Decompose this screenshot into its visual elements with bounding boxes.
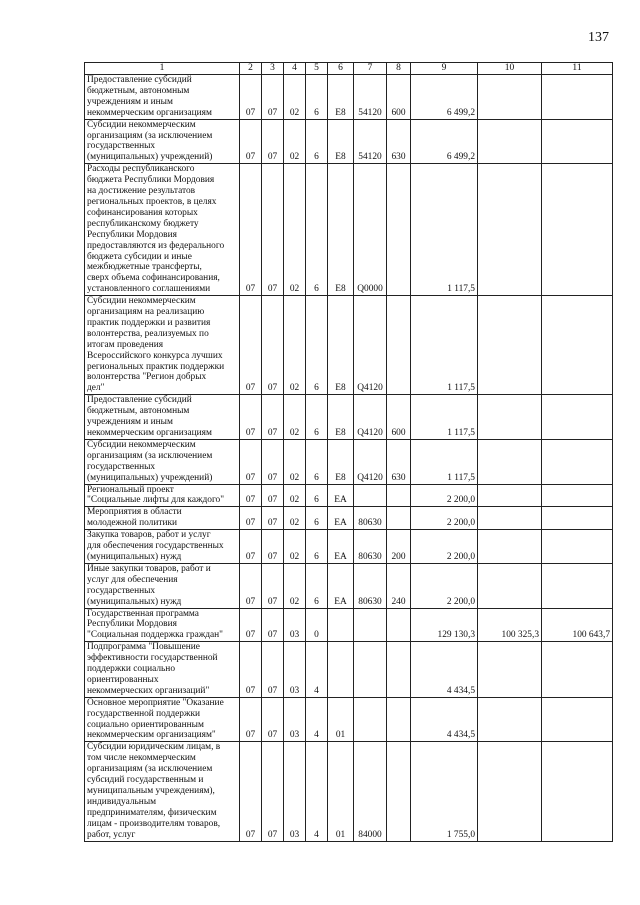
- page-number: 137: [588, 30, 609, 45]
- amount-year3-cell: [542, 296, 613, 395]
- amount-year1-cell: 6 499,2: [411, 119, 478, 164]
- amount-year3-cell: [542, 164, 613, 296]
- table-row: [85, 507, 613, 530]
- subprogram-code-cell: 4: [306, 642, 328, 698]
- direction-code-cell: 54120: [354, 119, 387, 164]
- expense-type-cell: 630: [387, 439, 411, 484]
- amount-year2-cell: [478, 507, 542, 530]
- subsection-code-cell: 07: [262, 484, 284, 507]
- row-name-cell: Субсидии юридическим лицам, в том числе некоммерческим организациям (за исключением субсидий государственным и муниципальным учреждениям), индивидуальным предпринимателям, физическим лицам - производителям товаров, работ, услуг: [85, 742, 240, 841]
- subsection-code-cell: 07: [262, 164, 284, 296]
- program-code-cell: 02: [284, 395, 306, 440]
- subsection-code-cell: 07: [262, 507, 284, 530]
- program-code-cell: 02: [284, 563, 306, 608]
- expense-type-cell: [387, 642, 411, 698]
- amount-year1-cell: 4 434,5: [411, 697, 478, 742]
- table-row: [85, 484, 613, 507]
- table-row: [85, 75, 613, 120]
- amount-year3-cell: [542, 563, 613, 608]
- direction-code-cell: [354, 642, 387, 698]
- subprogram-code-cell: 0: [306, 608, 328, 642]
- table-row: [85, 642, 613, 698]
- amount-year2-cell: [478, 119, 542, 164]
- row-name-cell: Мероприятия в области молодежной политики: [85, 507, 240, 530]
- direction-code-cell: 54120: [354, 75, 387, 120]
- table-row: [85, 395, 613, 440]
- event-code-cell: [328, 608, 354, 642]
- event-code-cell: Е8: [328, 164, 354, 296]
- subprogram-code-cell: 6: [306, 439, 328, 484]
- amount-year2-cell: [478, 697, 542, 742]
- table-row: [85, 530, 613, 564]
- subsection-code-cell: 07: [262, 697, 284, 742]
- subsection-code-cell: 07: [262, 439, 284, 484]
- direction-code-cell: [354, 608, 387, 642]
- event-code-cell: 01: [328, 742, 354, 841]
- table-row: [85, 119, 613, 164]
- table-row: [85, 164, 613, 296]
- amount-year2-cell: 100 325,3: [478, 608, 542, 642]
- column-header: 2: [240, 63, 262, 75]
- column-header: 1: [85, 63, 240, 75]
- row-name-cell: Основное мероприятие "Оказание государственной поддержки социально ориентированным некоммерческим организациям": [85, 697, 240, 742]
- program-code-cell: 02: [284, 439, 306, 484]
- subsection-code-cell: 07: [262, 530, 284, 564]
- amount-year3-cell: [542, 119, 613, 164]
- subprogram-code-cell: 6: [306, 530, 328, 564]
- table-row: [85, 439, 613, 484]
- program-code-cell: 02: [284, 119, 306, 164]
- column-header: 6: [328, 63, 354, 75]
- amount-year2-cell: [478, 642, 542, 698]
- direction-code-cell: 80630: [354, 530, 387, 564]
- amount-year1-cell: 6 499,2: [411, 75, 478, 120]
- column-header: 7: [354, 63, 387, 75]
- subsection-code-cell: 07: [262, 296, 284, 395]
- expense-type-cell: [387, 164, 411, 296]
- amount-year1-cell: 2 200,0: [411, 563, 478, 608]
- row-name-cell: Субсидии некоммерческим организациям (за исключением государственных (муниципальных) учреждений): [85, 439, 240, 484]
- expense-type-cell: [387, 697, 411, 742]
- expense-type-cell: [387, 742, 411, 841]
- amount-year2-cell: [478, 742, 542, 841]
- section-code-cell: 07: [240, 296, 262, 395]
- direction-code-cell: 84000: [354, 742, 387, 841]
- amount-year3-cell: 100 643,7: [542, 608, 613, 642]
- amount-year2-cell: [478, 395, 542, 440]
- amount-year3-cell: [542, 697, 613, 742]
- section-code-cell: 07: [240, 395, 262, 440]
- program-code-cell: 03: [284, 642, 306, 698]
- row-name-cell: Закупка товаров, работ и услуг для обеспечения государственных (муниципальных) нужд: [85, 530, 240, 564]
- subsection-code-cell: 07: [262, 742, 284, 841]
- budget-table: [84, 62, 613, 842]
- program-code-cell: 03: [284, 697, 306, 742]
- expense-type-cell: 630: [387, 119, 411, 164]
- subsection-code-cell: 07: [262, 642, 284, 698]
- direction-code-cell: [354, 484, 387, 507]
- amount-year2-cell: [478, 439, 542, 484]
- row-name-cell: Региональный проект "Социальные лифты для каждого": [85, 484, 240, 507]
- program-code-cell: 02: [284, 75, 306, 120]
- expense-type-cell: [387, 507, 411, 530]
- section-code-cell: 07: [240, 484, 262, 507]
- section-code-cell: 07: [240, 563, 262, 608]
- event-code-cell: Е8: [328, 439, 354, 484]
- direction-code-cell: Q4120: [354, 439, 387, 484]
- program-code-cell: 02: [284, 164, 306, 296]
- amount-year1-cell: 1 117,5: [411, 439, 478, 484]
- direction-code-cell: 80630: [354, 507, 387, 530]
- column-header: 5: [306, 63, 328, 75]
- amount-year1-cell: 2 200,0: [411, 530, 478, 564]
- program-code-cell: 02: [284, 296, 306, 395]
- expense-type-cell: [387, 296, 411, 395]
- table-row: [85, 608, 613, 642]
- row-name-cell: Субсидии некоммерческим организациям на реализацию практик поддержки и развития волонтерства, реализуемых по итогам проведения Всероссийского конкурса лучших региональных практик поддержки волонтерства "Регион добрых дел": [85, 296, 240, 395]
- program-code-cell: 03: [284, 742, 306, 841]
- subprogram-code-cell: 6: [306, 164, 328, 296]
- expense-type-cell: [387, 608, 411, 642]
- event-code-cell: Е8: [328, 296, 354, 395]
- amount-year3-cell: [542, 439, 613, 484]
- section-code-cell: 07: [240, 164, 262, 296]
- column-header: 4: [284, 63, 306, 75]
- row-name-cell: Расходы республиканского бюджета Республики Мордовия на достижение результатов региональных проектов, в целях софинансирования которых республиканскому бюджету Республики Мордовия предоставляются из федерального бюджета субсидии и иные межбюджетные трансферты, сверх объема софинансирования, установленного соглашениями: [85, 164, 240, 296]
- event-code-cell: ЕА: [328, 563, 354, 608]
- subsection-code-cell: 07: [262, 563, 284, 608]
- event-code-cell: ЕА: [328, 507, 354, 530]
- amount-year1-cell: 1 117,5: [411, 395, 478, 440]
- amount-year2-cell: [478, 530, 542, 564]
- event-code-cell: Е8: [328, 395, 354, 440]
- subprogram-code-cell: 6: [306, 484, 328, 507]
- section-code-cell: 07: [240, 608, 262, 642]
- section-code-cell: 07: [240, 642, 262, 698]
- subprogram-code-cell: 6: [306, 395, 328, 440]
- subprogram-code-cell: 4: [306, 697, 328, 742]
- direction-code-cell: Q0000: [354, 164, 387, 296]
- program-code-cell: 02: [284, 530, 306, 564]
- amount-year3-cell: [542, 395, 613, 440]
- column-header: 9: [411, 63, 478, 75]
- section-code-cell: 07: [240, 697, 262, 742]
- event-code-cell: [328, 642, 354, 698]
- event-code-cell: ЕА: [328, 484, 354, 507]
- event-code-cell: Е8: [328, 119, 354, 164]
- event-code-cell: 01: [328, 697, 354, 742]
- subprogram-code-cell: 6: [306, 563, 328, 608]
- subprogram-code-cell: 6: [306, 75, 328, 120]
- section-code-cell: 07: [240, 507, 262, 530]
- row-name-cell: Субсидии некоммерческим организациям (за исключением государственных (муниципальных) учреждений): [85, 119, 240, 164]
- amount-year2-cell: [478, 563, 542, 608]
- expense-type-cell: [387, 484, 411, 507]
- table-row: [85, 742, 613, 841]
- subprogram-code-cell: 6: [306, 296, 328, 395]
- column-header: 10: [478, 63, 542, 75]
- event-code-cell: ЕА: [328, 530, 354, 564]
- direction-code-cell: Q4120: [354, 395, 387, 440]
- expense-type-cell: 200: [387, 530, 411, 564]
- row-name-cell: Иные закупки товаров, работ и услуг для обеспечения государственных (муниципальных) нужд: [85, 563, 240, 608]
- amount-year1-cell: 2 200,0: [411, 484, 478, 507]
- amount-year1-cell: 1 755,0: [411, 742, 478, 841]
- amount-year1-cell: 1 117,5: [411, 164, 478, 296]
- amount-year2-cell: [478, 484, 542, 507]
- section-code-cell: 07: [240, 439, 262, 484]
- amount-year3-cell: [542, 484, 613, 507]
- table-row: [85, 563, 613, 608]
- subsection-code-cell: 07: [262, 395, 284, 440]
- amount-year3-cell: [542, 742, 613, 841]
- section-code-cell: 07: [240, 742, 262, 841]
- table-row: [85, 697, 613, 742]
- amount-year2-cell: [478, 296, 542, 395]
- subprogram-code-cell: 6: [306, 507, 328, 530]
- section-code-cell: 07: [240, 75, 262, 120]
- column-header: 3: [262, 63, 284, 75]
- program-code-cell: 02: [284, 507, 306, 530]
- event-code-cell: Е8: [328, 75, 354, 120]
- column-header: 8: [387, 63, 411, 75]
- direction-code-cell: Q4120: [354, 296, 387, 395]
- row-name-cell: Предоставление субсидий бюджетным, автономным учреждениям и иным некоммерческим организациям: [85, 395, 240, 440]
- amount-year1-cell: 1 117,5: [411, 296, 478, 395]
- expense-type-cell: 240: [387, 563, 411, 608]
- subsection-code-cell: 07: [262, 608, 284, 642]
- section-code-cell: 07: [240, 530, 262, 564]
- subprogram-code-cell: 6: [306, 119, 328, 164]
- subsection-code-cell: 07: [262, 119, 284, 164]
- amount-year1-cell: 4 434,5: [411, 642, 478, 698]
- amount-year3-cell: [542, 642, 613, 698]
- row-name-cell: Подпрограмма "Повышение эффективности государственной поддержки социально ориентированных некоммерческих организаций": [85, 642, 240, 698]
- section-code-cell: 07: [240, 119, 262, 164]
- amount-year1-cell: 129 130,3: [411, 608, 478, 642]
- direction-code-cell: [354, 697, 387, 742]
- table-row: [85, 296, 613, 395]
- row-name-cell: Государственная программа Республики Мордовия "Социальная поддержка граждан": [85, 608, 240, 642]
- table-header-row: [85, 63, 613, 75]
- direction-code-cell: 80630: [354, 563, 387, 608]
- program-code-cell: 03: [284, 608, 306, 642]
- program-code-cell: 02: [284, 484, 306, 507]
- subsection-code-cell: 07: [262, 75, 284, 120]
- amount-year3-cell: [542, 75, 613, 120]
- subprogram-code-cell: 4: [306, 742, 328, 841]
- column-header: 11: [542, 63, 613, 75]
- amount-year3-cell: [542, 507, 613, 530]
- amount-year2-cell: [478, 164, 542, 296]
- amount-year2-cell: [478, 75, 542, 120]
- expense-type-cell: 600: [387, 75, 411, 120]
- expense-type-cell: 600: [387, 395, 411, 440]
- row-name-cell: Предоставление субсидий бюджетным, автономным учреждениям и иным некоммерческим организациям: [85, 75, 240, 120]
- amount-year1-cell: 2 200,0: [411, 507, 478, 530]
- amount-year3-cell: [542, 530, 613, 564]
